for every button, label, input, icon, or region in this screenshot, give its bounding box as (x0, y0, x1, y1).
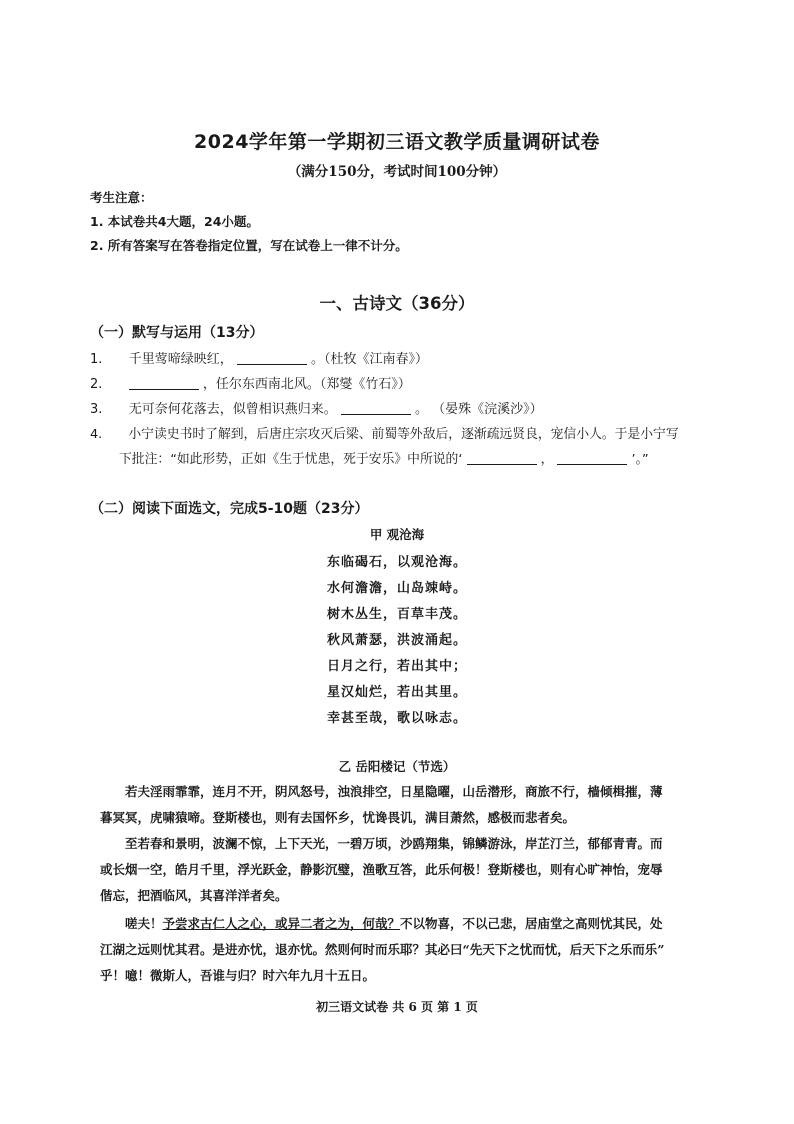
answer-blank-2 (557, 451, 627, 465)
exam-title: 2024学年第一学期初三语文教学质量调研试卷 (194, 131, 600, 153)
question-text: ，任尔东西南北风。（郑燮《竹石》） (202, 377, 411, 392)
prose-line: 或长烟一空，皓月千里，浮光跃金，静影沉璧，渔歌互答，此乐何极！登斯楼也，则有心旷神怡，宠辱 (100, 862, 663, 877)
prose-text: 嗟夫！ (100, 916, 163, 931)
question-number: 2. (90, 377, 103, 392)
prose-text: 不以物喜，不以己悲，居庙堂之高则忧其民，处 (400, 916, 663, 931)
underlined-sentence: 予尝求古仁人之心，或异二者之为，何哉？ (162, 916, 401, 931)
prose-line: 暮冥冥，虎啸猿啼。登斯楼也，则有去国怀乡，忧谗畏讥，满目萧然，感极而悲者矣。 (100, 810, 576, 825)
section-1-heading: 一、古诗文（36分） (319, 294, 475, 313)
page-footer: 初三语文试卷 共 6 页 第 1 页 (316, 1000, 478, 1014)
exam-subtitle: （满分150分，考试时间100分钟） (287, 164, 507, 180)
question-number: 1. (90, 352, 103, 367)
poem-line: 星汉灿烂，若出其里。 (326, 685, 467, 700)
notice-item-1: 1. 本试卷共4大题，24小题。 (90, 214, 259, 229)
question-4 (90, 423, 679, 442)
prose-line (100, 911, 705, 937)
prose-line: 偕忘，把酒临风，其喜洋洋者矣。 (100, 888, 288, 903)
poem-line: 秋风萧瑟，洪波涌起。 (326, 633, 467, 648)
question-3 (90, 398, 543, 417)
prose-title: 乙 岳阳楼记（节选） (338, 759, 456, 774)
question-text: 下批注：“如此形势，正如《生于忧患，死于安乐》中所说的‘ (119, 452, 463, 467)
question-source: 。（杜牧《江南春》） (310, 352, 428, 367)
question-text: 千里莺啼绿映红， (128, 352, 233, 367)
prose-line: 江湖之远则忧其君。是进亦忧，退亦忧。然则何时而乐耶？其必曰“先天下之忧而忧，后天下之乐而乐” (100, 942, 665, 957)
question-text: 无可奈何花落去，似曾相识燕归来。 (128, 402, 337, 417)
prose-paragraph-1 (100, 779, 705, 831)
answer-blank (129, 376, 199, 390)
notice-heading: 考生注意： (90, 190, 153, 205)
comma: ， (540, 452, 554, 467)
poem-line: 水何澹澹，山岛竦峙。 (326, 581, 467, 596)
answer-blank-1 (467, 451, 537, 465)
prose-paragraph-2 (100, 831, 705, 909)
prose-line: 若夫淫雨霏霏，连月不开，阴风怒号，浊浪排空，日星隐曜，山岳潜形，商旅不行，樯倾楫摧，薄 (100, 784, 663, 799)
prose-paragraph-3 (100, 911, 705, 989)
question-number: 3. (90, 402, 103, 417)
notice-item-2: 2. 所有答案写在答卷指定位置，写在试卷上一律不计分。 (90, 238, 408, 253)
part-1-heading: （一）默写与运用（13分） (90, 325, 264, 341)
poem-line: 东临碣石，以观沧海。 (326, 555, 467, 570)
answer-blank (237, 351, 307, 365)
poem-line: 日月之行，若出其中； (326, 659, 467, 674)
prose-line: 乎！噫！微斯人，吾谁与归？时六年九月十五日。 (100, 968, 376, 983)
question-4-line-2 (119, 448, 649, 467)
question-2 (90, 373, 411, 392)
closing-quote: ’。” (631, 452, 649, 467)
poem-line: 幸甚至哉，歌以咏志。 (326, 711, 467, 726)
prose-line: 至若春和景明，波澜不惊，上下天光，一碧万顷，沙鸥翔集，锦鳞游泳，岸芷汀兰，郁郁青青。而 (100, 836, 663, 851)
question-source: 。 （晏殊《浣溪沙》） (414, 402, 543, 417)
part-2-heading: （二）阅读下面选文，完成5-10题（23分） (90, 501, 369, 517)
question-1 (90, 348, 428, 367)
question-number: 4. (90, 427, 103, 442)
question-text: 小宁读史书时了解到，后唐庄宗攻灭后梁、前蜀等外敌后，逐渐疏远贤良，宠信小人。于是小宁写 (128, 427, 679, 442)
answer-blank (341, 401, 411, 415)
poem-line: 树木丛生，百草丰茂。 (326, 607, 467, 622)
poem-title: 甲 观沧海 (369, 527, 425, 542)
